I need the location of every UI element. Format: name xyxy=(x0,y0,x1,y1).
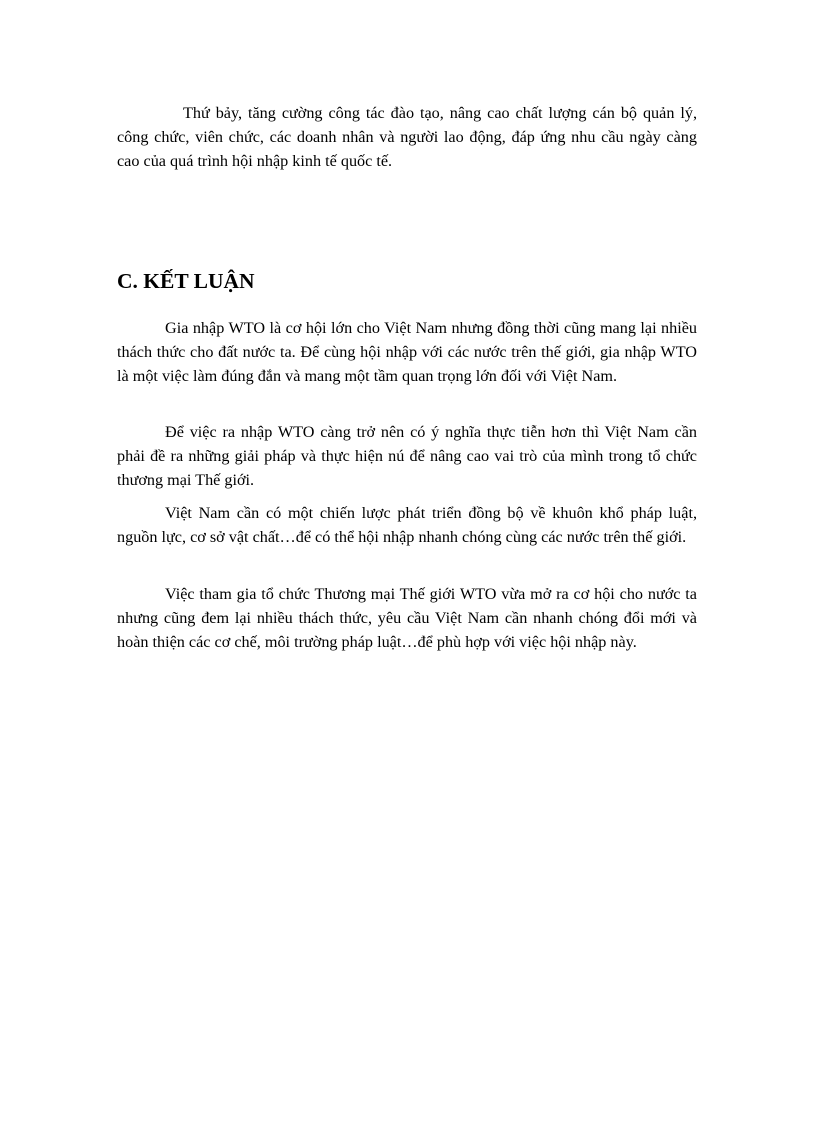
conclusion-paragraph-1: Gia nhập WTO là cơ hội lớn cho Việt Nam nhưng đồng thời cũng mang lại nhiều thách thức cho đất nước ta. Để cùng hội nhập với các nước trên thế giới, gia nhập WTO là một việc làm đúng đắn và mang một tầm quan trọng lớn đối với Việt Nam. xyxy=(117,319,697,385)
intro-paragraph: Thứ bảy, tăng cường công tác đào tạo, nâng cao chất lượng cán bộ quản lý, công chức, viên chức, các doanh nhân và người lao động, đáp ứng nhu cầu ngày càng cao của quá trình hội nhập kinh tế quốc tế. xyxy=(117,104,697,170)
conclusion-paragraph-3: Việt Nam cần có một chiến lược phát triển đồng bộ về khuôn khổ pháp luật, nguồn lực, cơ sở vật chất…để có thể hội nhập nhanh chóng cùng các nước trên thế giới. xyxy=(117,504,697,546)
conclusion-paragraph-4: Việc tham gia tổ chức Thương mại Thế giới WTO vừa mở ra cơ hội cho nước ta nhưng cũng đem lại nhiều thách thức, yêu cầu Việt Nam cần nhanh chóng đổi mới và hoàn thiện các cơ chế, môi trường pháp luật…để phù hợp với việc hội nhập này. xyxy=(117,585,697,651)
conclusion-paragraph-2: Để việc ra nhập WTO càng trở nên có ý nghĩa thực tiễn hơn thì Việt Nam cần phải đề ra những giải pháp và thực hiện nú để nâng cao vai trò của mình trong tổ chức thương mại Thế giới. xyxy=(117,423,697,489)
section-heading: C. KẾT LUẬN xyxy=(117,269,255,293)
